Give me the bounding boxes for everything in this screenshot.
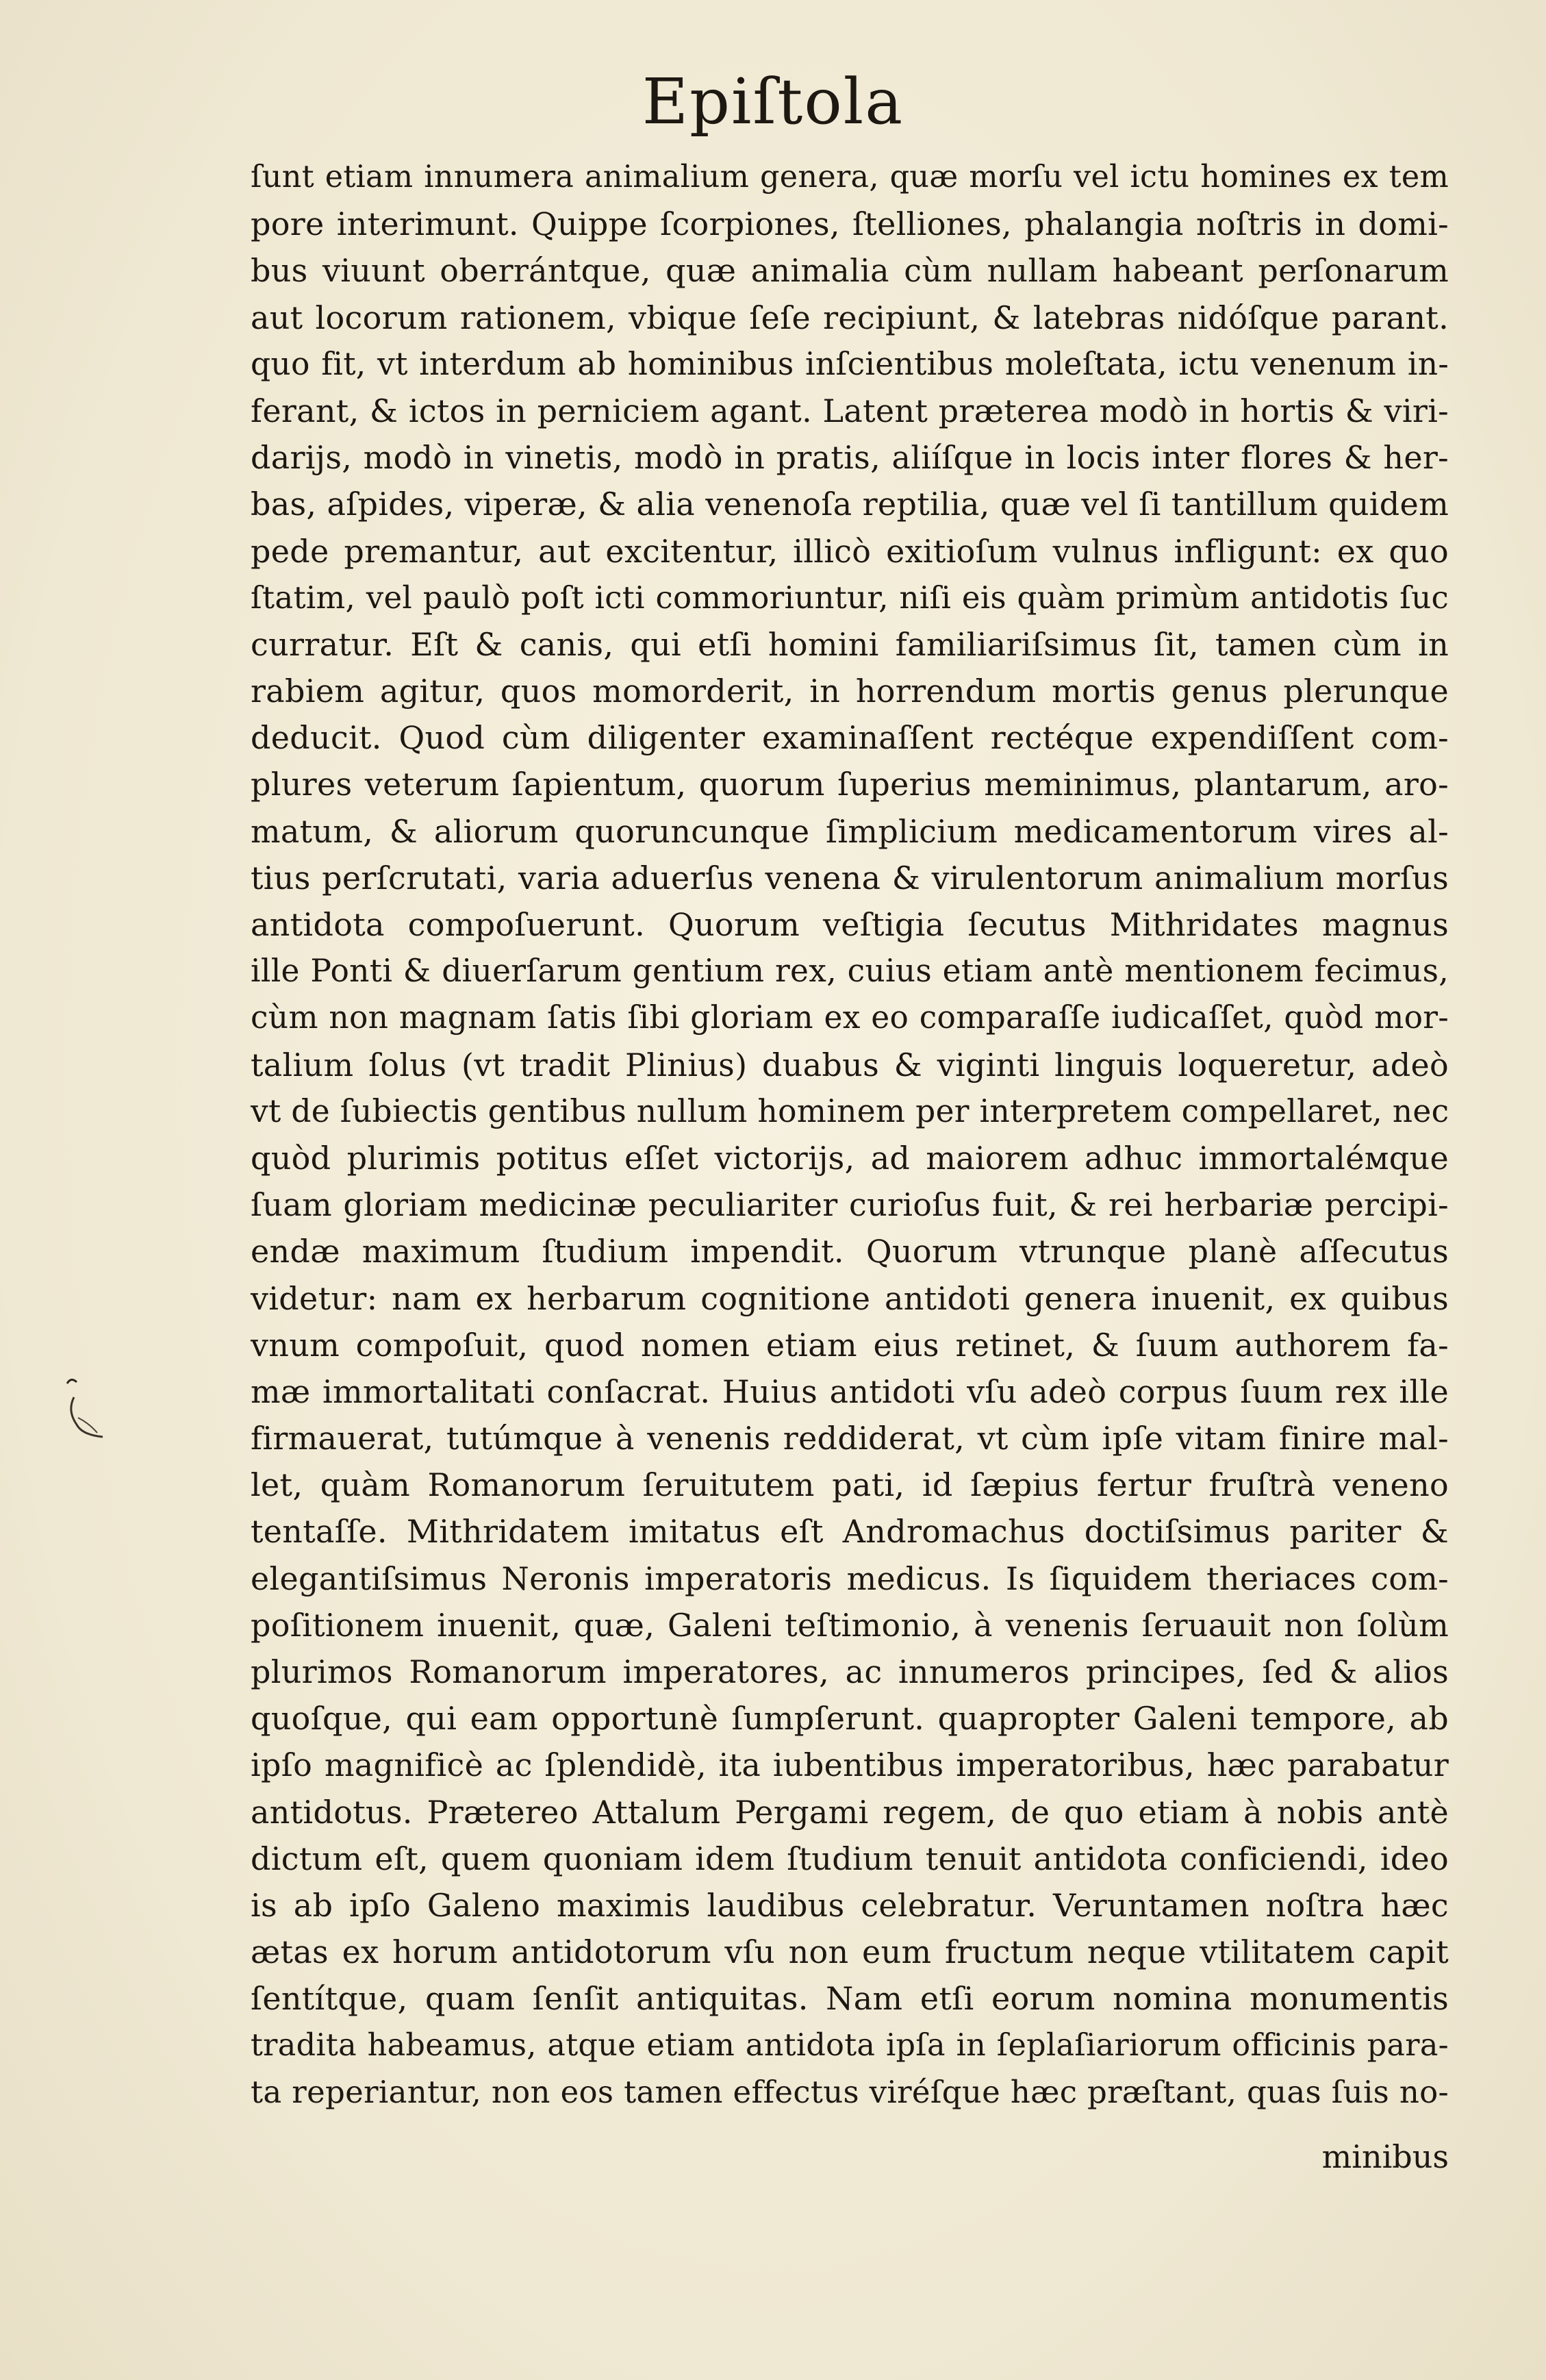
text-line: matum, & aliorum quoruncunque ſimplicium medicamentorum vires al- xyxy=(251,812,1449,850)
text-line: bus viuunt oberrántque, quæ animalia cùm nullam habeant perſonarum xyxy=(251,252,1449,290)
text-line: vt de ſubiectis gentibus nullum hominem per interpretem compellaret, nec xyxy=(251,1092,1449,1129)
text-line: quoſque, qui eam opportunè ſumpſerunt. quapropter Galeni tempore, ab xyxy=(251,1700,1449,1738)
text-line: quòd plurimis potitus eſſet victorijs, ad maiorem adhuc immortaléмque xyxy=(251,1139,1449,1177)
text-line: antidota compoſuerunt. Quorum veſtigia ſecutus Mithridates magnus xyxy=(251,906,1449,943)
text-line: tius perſcrutati, varia aduerſus venena & virulentorum animalium morſus xyxy=(251,859,1449,897)
text-line: curratur. Eſt & canis, qui etſi homini familiariſsimus ſit, tamen cùm in xyxy=(251,625,1449,663)
text-line: tradita habeamus, atque etiam antidota ipſa in ſeplaſiariorum officinis para- xyxy=(251,2027,1449,2063)
text-line: videtur: nam ex herbarum cognitione antidoti genera inuenit, ex quibus xyxy=(251,1279,1449,1317)
text-line: is ab ipſo Galeno maximis laudibus celebratur. Veruntamen noſtra hæc xyxy=(251,1886,1449,1924)
text-line: ſtatim, vel paulò poſt icti commoriuntur, niſi eis quàm primùm antidotis ſuc xyxy=(251,579,1449,616)
text-line: let, quàm Romanorum ſeruitutem pati, id ſæpius fertur fruſtrà veneno xyxy=(251,1466,1449,1504)
text-line: talium ſolus (vt tradit Plinius) duabus & viginti linguis loqueretur, adeò xyxy=(251,1046,1449,1083)
text-line: plures veterum ſapientum, quorum ſuperius meminimus, plantarum, aro- xyxy=(251,766,1449,803)
marginal-ink-mark xyxy=(62,1370,130,1445)
text-line: ipſo magnificè ac ſplendidè, ita iubentibus imperatoribus, hæc parabatur xyxy=(251,1746,1449,1784)
text-line: antidotus. Prætereo Attalum Pergami regem, de quo etiam à nobis antè xyxy=(251,1793,1449,1831)
text-line: aut locorum rationem, vbique ſeſe recipiunt, & latebras nidóſque parant. xyxy=(251,299,1449,336)
text-line: vnum compoſuit, quod nomen etiam eius retinet, & ſuum authorem fa- xyxy=(251,1326,1449,1364)
text-line: rabiem agitur, quos momorderit, in horrendum mortis genus plerunque xyxy=(251,673,1449,710)
text-line: plurimos Romanorum imperatores, ac innumeros principes, ſed & alios xyxy=(251,1653,1449,1690)
text-line: poſitionem inuenit, quæ, Galeni teſtimonio, à venenis ſeruauit non ſolùm xyxy=(251,1606,1449,1644)
text-line: endæ maximum ſtudium impendit. Quorum vtrunque planè aſſecutus xyxy=(251,1233,1449,1270)
text-line: ſentítque, quam ſenſit antiquitas. Nam etſi eorum nomina monumentis xyxy=(251,1980,1449,2018)
body-text xyxy=(251,154,1449,2116)
text-line: ferant, & ictos in perniciem agant. Latent præterea modò in hortis & viri- xyxy=(251,392,1449,429)
text-line: ille Ponti & diuerſarum gentium rex, cuius etiam antè mentionem fecimus, xyxy=(251,953,1449,990)
catchword: minibus xyxy=(1321,2138,1449,2175)
text-line: dictum eſt, quem quoniam idem ſtudium tenuit antidota conficiendi, ideo xyxy=(251,1840,1449,1877)
text-line: bas, aſpides, viperæ, & alia venenoſa reptilia, quæ vel ſi tantillum quidem xyxy=(251,486,1449,523)
text-line: firmauerat, tutúmque à venenis reddiderat, vt cùm ipſe vitam finire mal- xyxy=(251,1420,1449,1457)
text-line: elegantiſsimus Neronis imperatoris medicus. Is ſiquidem theriaces com- xyxy=(251,1559,1449,1597)
running-head: Epiſtola xyxy=(642,65,904,138)
text-line: ta reperiantur, non eos tamen effectus viréſque hæc præſtant, quas ſuis no- xyxy=(251,2073,1449,2110)
text-line: ætas ex horum antidotorum vſu non eum fructum neque vtilitatem capit xyxy=(251,1933,1449,1971)
text-line: pede premantur, aut excitentur, illicò exitioſum vulnus infligunt: ex quo xyxy=(251,532,1449,570)
text-line: tentaſſe. Mithridatem imitatus eſt Andromachus doctiſsimus pariter & xyxy=(251,1513,1449,1551)
text-line: mæ immortalitati conſacrat. Huius antidoti vſu adeò corpus ſuum rex ille xyxy=(251,1373,1449,1410)
text-line: deducit. Quod cùm diligenter examinaſſent rectéque expendiſſent com- xyxy=(251,719,1449,757)
text-line: pore interimunt. Quippe ſcorpiones, ſtelliones, phalangia noſtris in domi- xyxy=(251,205,1449,243)
text-line: ſunt etiam innumera animalium genera, quæ morſu vel ictu homines ex tem xyxy=(251,160,1449,195)
text-line: ſuam gloriam medicinæ peculiariter curioſus fuit, & rei herbariæ percipi- xyxy=(251,1186,1449,1224)
text-line: darijs, modò in vinetis, modò in pratis, aliíſque in locis inter flores & her- xyxy=(251,439,1449,477)
text-line: cùm non magnam ſatis ſibi gloriam ex eo comparaſſe iudicaſſet, quòd mor- xyxy=(251,999,1449,1036)
text-line: quo fit, vt interdum ab hominibus inſcientibus moleſtata, ictu venenum in- xyxy=(251,345,1449,382)
